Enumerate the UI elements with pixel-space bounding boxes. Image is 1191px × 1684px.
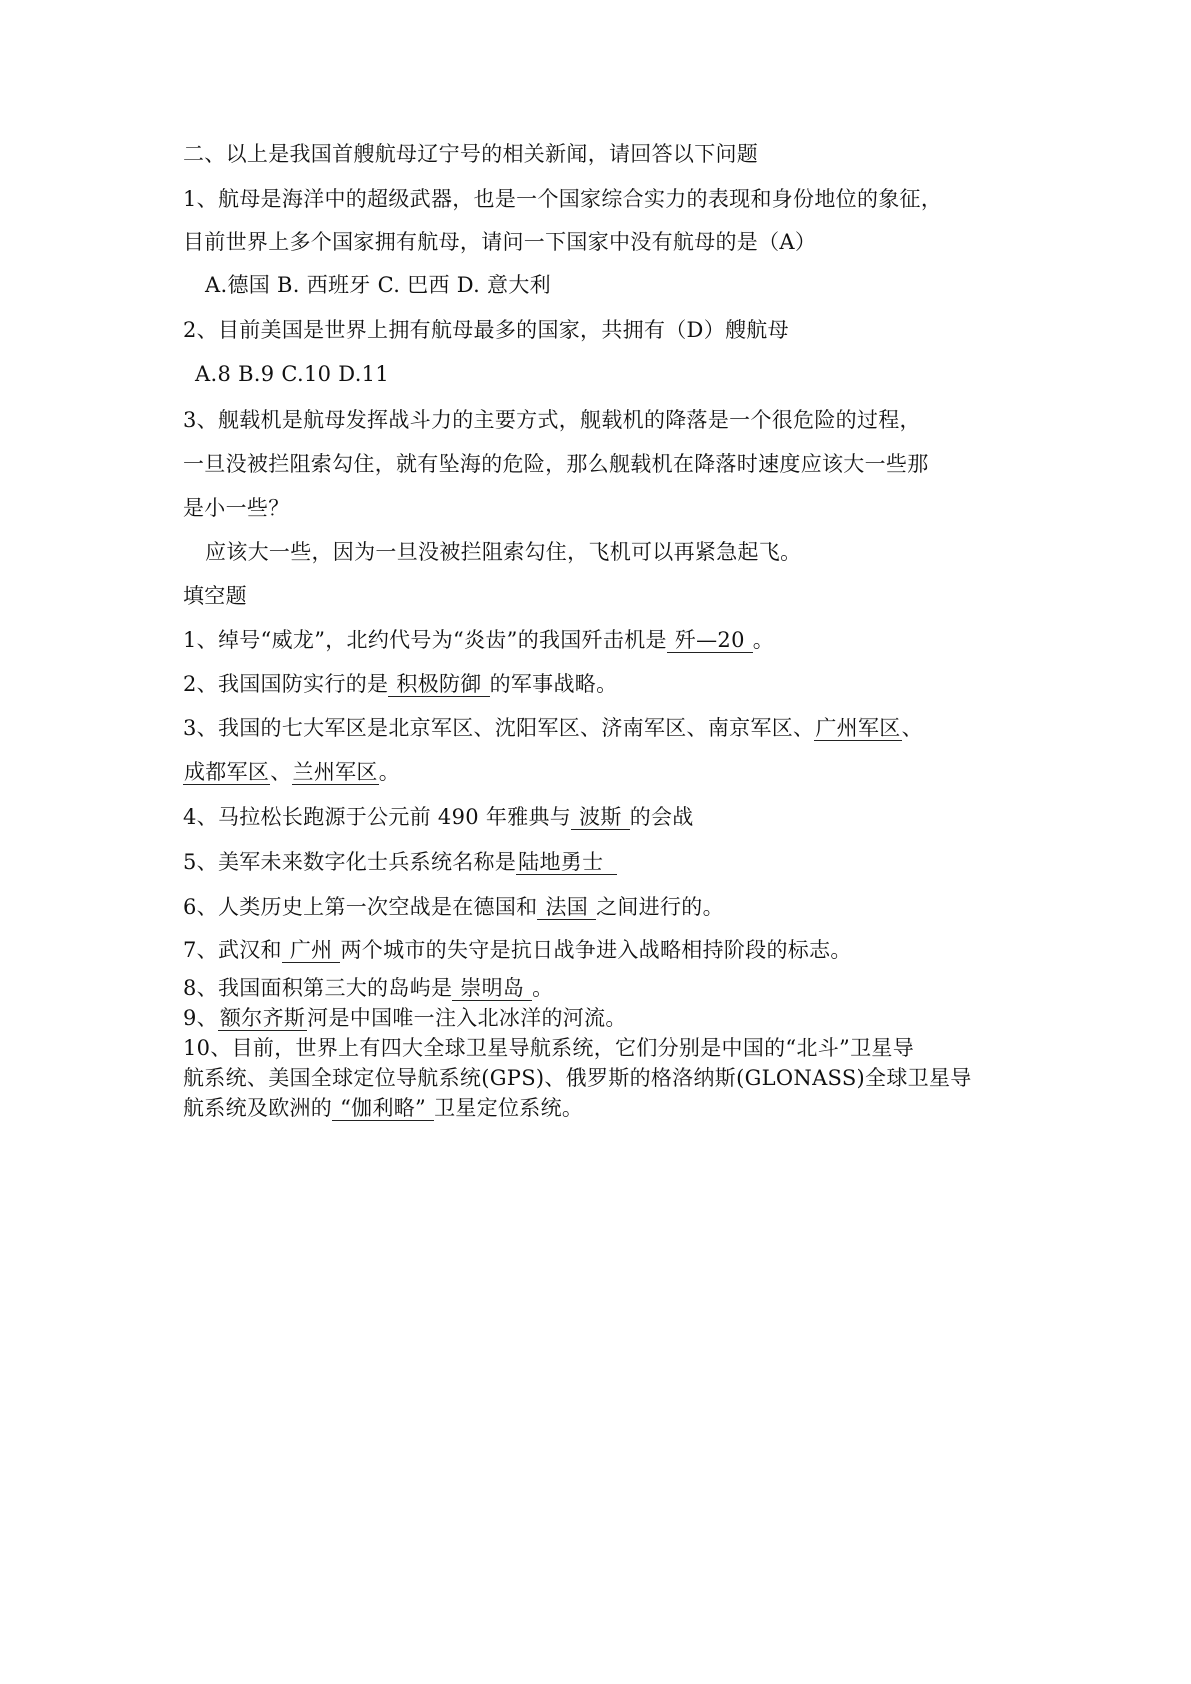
question-1-line-2: 目前世界上多个国家拥有航母，请问一下国家中没有航母的是（A） bbox=[183, 230, 817, 254]
fill-item-7 bbox=[183, 938, 852, 963]
fill-answer: 兰州军区 bbox=[292, 760, 378, 784]
fill-text: 、 bbox=[901, 716, 923, 740]
fill-text: 5、美军未来数字化士兵系统名称是 bbox=[183, 850, 517, 874]
fill-answer: 法国 bbox=[537, 895, 596, 920]
fill-item-10-line-1: 10、目前，世界上有四大全球卫星导航系统，它们分别是中国的“北斗”卫星导 bbox=[183, 1036, 914, 1060]
fill-text: 河是中国唯一注入北冰洋的河流。 bbox=[307, 1006, 627, 1030]
fill-text: 之间进行的。 bbox=[596, 895, 724, 919]
fill-item-5 bbox=[183, 850, 617, 875]
fill-item-10-line-3 bbox=[183, 1096, 583, 1121]
fill-item-8 bbox=[183, 976, 553, 1001]
fill-text: 航系统及欧洲的 bbox=[183, 1096, 333, 1120]
question-1-line-1: 1、航母是海洋中的超级武器，也是一个国家综合实力的表现和身份地位的象征， bbox=[183, 187, 943, 211]
fill-text: 。 bbox=[752, 628, 775, 652]
fill-text: 8、我国面积第三大的岛屿是 bbox=[183, 976, 453, 1000]
section-heading: 二、以上是我国首艘航母辽宁号的相关新闻，请回答以下问题 bbox=[183, 142, 759, 166]
fill-item-6 bbox=[183, 895, 724, 920]
fill-text: 9、 bbox=[183, 1006, 218, 1030]
fill-text: 。 bbox=[532, 976, 554, 1000]
fill-text: 的会战 bbox=[629, 805, 694, 829]
question-3-line-2: 一旦没被拦阻索勾住，就有坠海的危险，那么舰载机在降落时速度应该大一些那 bbox=[183, 452, 929, 476]
question-1-options: A.德国 B. 西班牙 C. 巴西 D. 意大利 bbox=[205, 273, 551, 297]
fill-answer: 陆地勇士 bbox=[516, 850, 617, 875]
fill-text: 。 bbox=[378, 760, 401, 784]
fill-answer: “伽利略” bbox=[332, 1096, 434, 1121]
fill-text: 1、绰号“威龙”，北约代号为“炎齿”的我国歼击机是 bbox=[183, 628, 667, 652]
fill-answer: 广州军区 bbox=[815, 716, 901, 740]
fill-text: 卫星定位系统。 bbox=[434, 1096, 584, 1120]
fill-answer: 额尔齐斯 bbox=[219, 1006, 306, 1030]
fill-item-4 bbox=[183, 805, 694, 830]
question-2-options: A.8 B.9 C.10 D.11 bbox=[195, 362, 389, 386]
fill-heading: 填空题 bbox=[183, 584, 247, 608]
fill-text: 6、人类历史上第一次空战是在德国和 bbox=[183, 895, 538, 919]
fill-text: 、 bbox=[270, 760, 292, 784]
fill-item-10-line-2: 航系统、美国全球定位导航系统(GPS)、俄罗斯的格洛纳斯(GLONASS)全球卫星导 bbox=[183, 1066, 972, 1090]
fill-item-2 bbox=[183, 672, 617, 697]
fill-text: 两个城市的失守是抗日战争进入战略相持阶段的标志。 bbox=[340, 938, 852, 962]
question-3-line-1: 3、舰载机是航母发挥战斗力的主要方式，舰载机的降落是一个很危险的过程， bbox=[183, 408, 921, 432]
fill-text: 7、武汉和 bbox=[183, 938, 282, 962]
fill-answer: 积极防御 bbox=[388, 672, 489, 697]
fill-item-1 bbox=[183, 628, 774, 653]
fill-text: 4、马拉松长跑源于公元前 490 年雅典与 bbox=[183, 805, 572, 829]
fill-item-3-line-1 bbox=[183, 716, 923, 741]
fill-answer: 广州 bbox=[282, 938, 341, 963]
question-3-answer: 应该大一些，因为一旦没被拦阻索勾住，飞机可以再紧急起飞。 bbox=[205, 540, 802, 564]
fill-answer: 成都军区 bbox=[184, 760, 270, 784]
fill-item-9 bbox=[183, 1006, 627, 1031]
fill-answer: 歼—20 bbox=[667, 628, 753, 653]
fill-answer: 崇明岛 bbox=[452, 976, 532, 1001]
fill-text: 3、我国的七大军区是北京军区、沈阳军区、济南军区、南京军区、 bbox=[183, 716, 815, 740]
fill-answer: 波斯 bbox=[571, 805, 630, 830]
fill-item-3-line-2 bbox=[183, 760, 400, 785]
question-3-line-3: 是小一些？ bbox=[183, 496, 290, 520]
fill-text: 的军事战略。 bbox=[489, 672, 618, 696]
question-2-line-1: 2、目前美国是世界上拥有航母最多的国家，共拥有（D）艘航母 bbox=[183, 318, 789, 342]
fill-text: 2、我国国防实行的是 bbox=[183, 672, 389, 696]
